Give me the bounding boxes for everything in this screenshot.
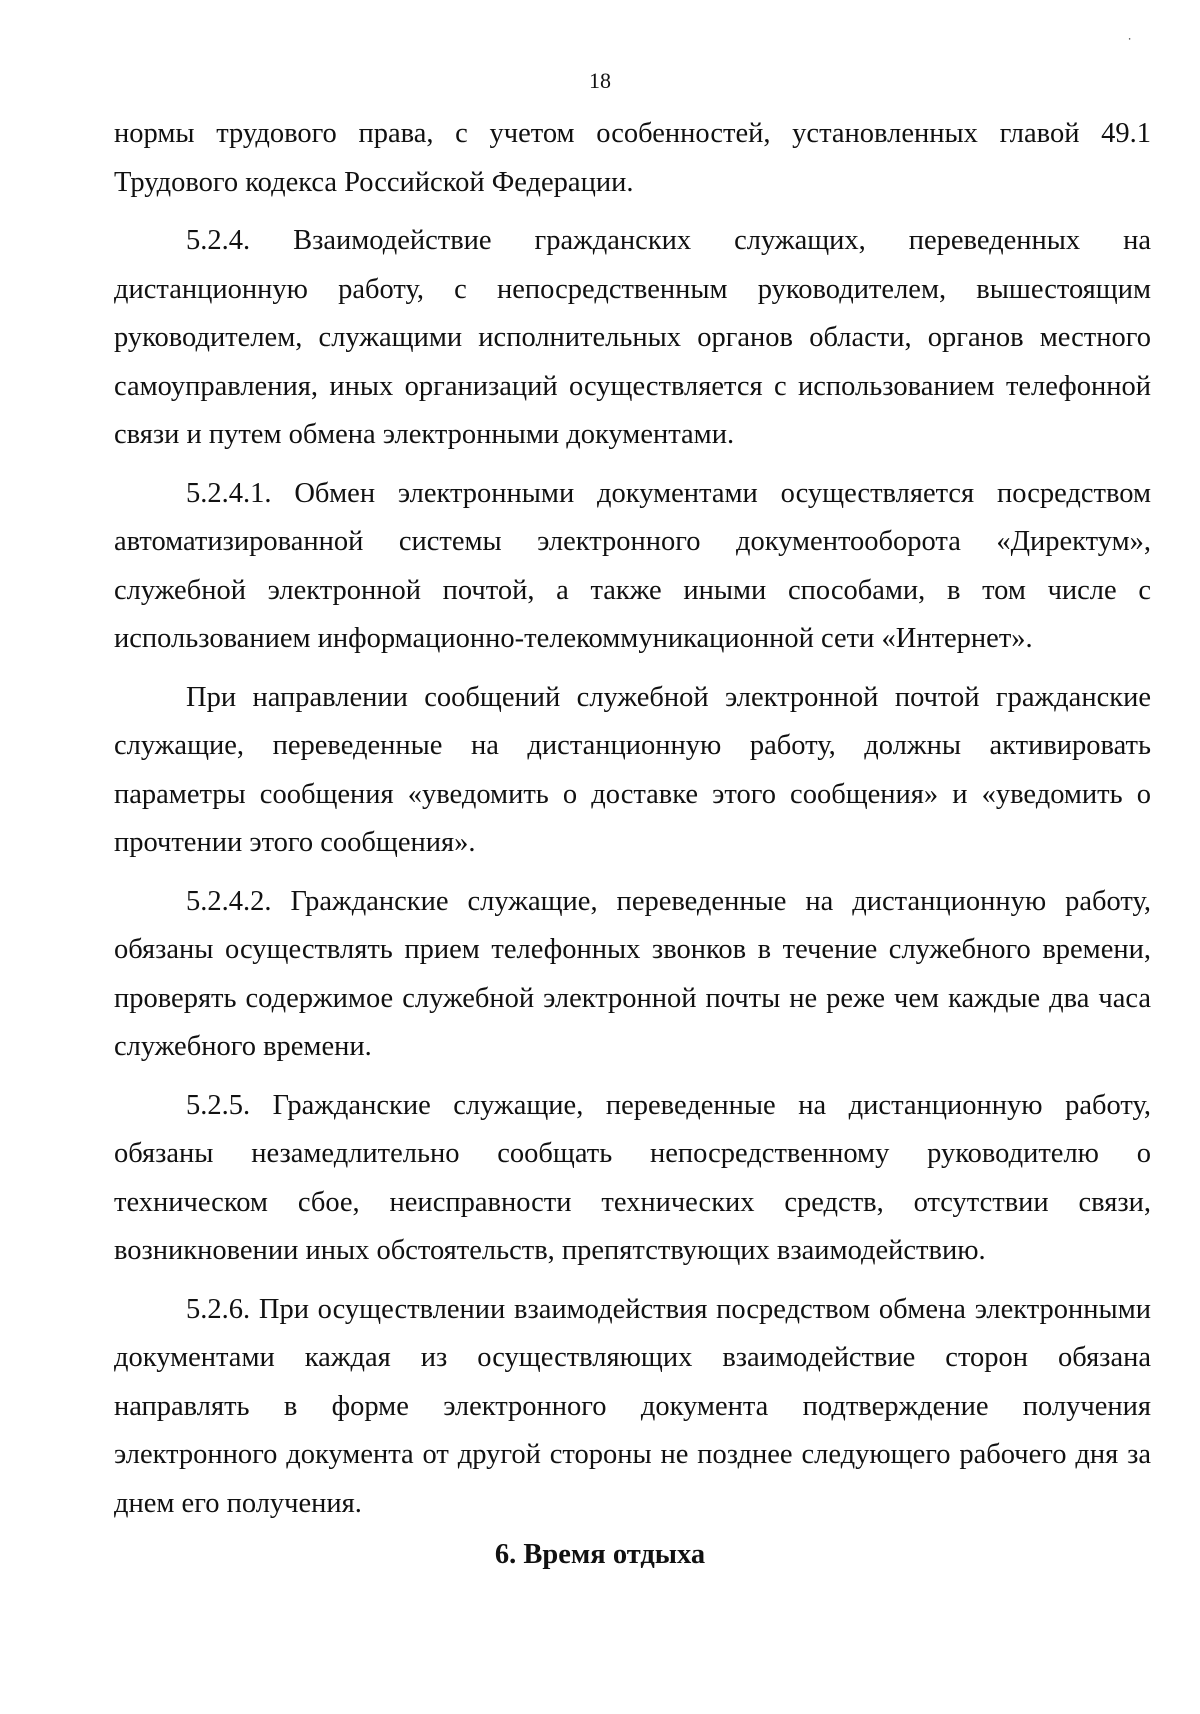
paragraph-email-notification: При направлении сообщений служебной электронной почтой гражданские служащие, переведенные на дистанционную работу, должны активировать параметры сообщения «уведомить о доставке этого сообщения» и «уведомить о прочтении этого сообщения». bbox=[114, 681, 1151, 858]
paragraph-5-2-4: 5.2.4. Взаимодействие гражданских служащих, переведенных на дистанционную работу, с непосредственным руководителем, вышестоящим руководителем, служащими исполнительных органов области, органов местного самоуправления, иных организаций осуществляется с использованием телефонной связи и путем обмена электронными документами. bbox=[114, 225, 1151, 450]
body-text bbox=[114, 110, 1151, 1528]
paragraph-5-2-4-2: 5.2.4.2. Гражданские служащие, переведенные на дистанционную работу, обязаны осуществлять прием телефонных звонков в течение служебного времени, проверять содержимое служебной электронной почты не реже чем каждые два часа служебного времени. bbox=[114, 885, 1151, 1062]
paragraph-5-2-4-1: 5.2.4.1. Обмен электронными документами осуществляется посредством автоматизированной системы электронного документооборота «Директум», служебной электронной почтой, а также иными способами, в том числе с использованием информационно-телекоммуникационной сети «Интернет». bbox=[114, 477, 1151, 654]
paragraph-5-2-5: 5.2.5. Гражданские служащие, переведенные на дистанционную работу, обязаны незамедлительно сообщать непосредственному руководителю о техническом сбое, неисправности технических средств, отсутствии связи, возникновении иных обстоятельств, препятствующих взаимодействию. bbox=[114, 1089, 1151, 1266]
paragraph-continuation: нормы трудового права, с учетом особенностей, установленных главой 49.1 Трудового кодекса Российской Федерации. bbox=[114, 118, 1151, 198]
paragraph-5-2-6: 5.2.6. При осуществлении взаимодействия посредством обмена электронными документами каждая из осуществляющих взаимодействие сторон обязана направлять в форме электронного документа подтверждение получения электронного документа от другой стороны не позднее следующего рабочего дня за днем его получения. bbox=[114, 1293, 1151, 1519]
section-heading: 6. Время отдыха bbox=[494, 1539, 706, 1570]
page-number: 18 bbox=[589, 68, 611, 93]
scan-artifact-mark: ⸱ bbox=[1128, 32, 1132, 46]
